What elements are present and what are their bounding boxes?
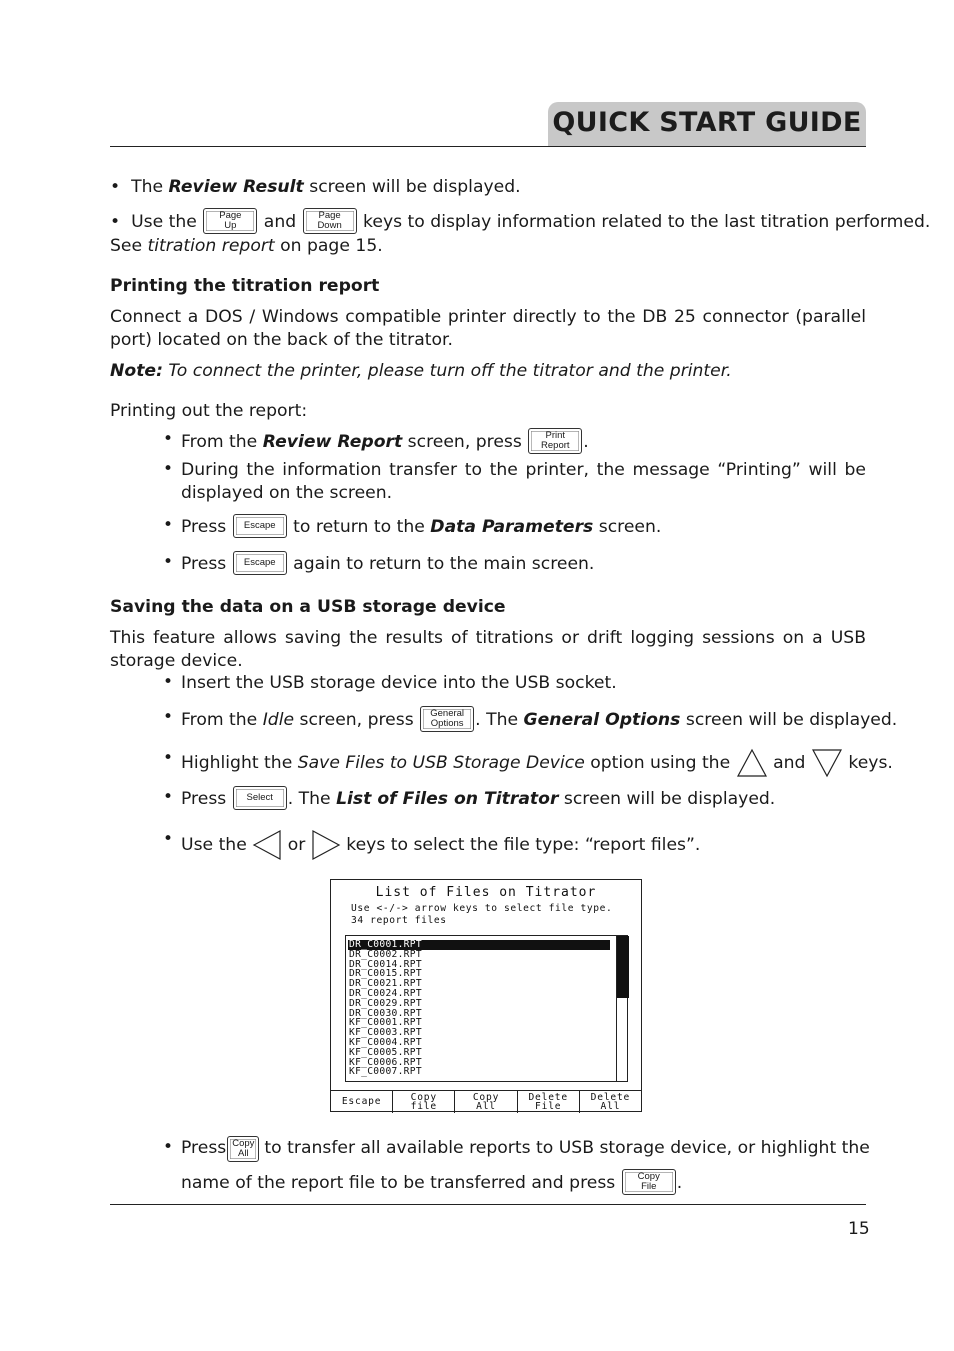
file-list-item[interactable]: DR_C0021.RPT — [349, 978, 422, 990]
bullet: • — [163, 429, 174, 449]
softkey-copy-all[interactable] — [454, 1091, 516, 1113]
saving-step-6-line2: name of the report file to be transferred and press Copy File . — [181, 1171, 683, 1193]
screen-title: List of Files on Titrator — [375, 885, 597, 900]
file-list-item[interactable]: DR_C0015.RPT — [349, 968, 422, 980]
file-list-item[interactable]: DR_C0002.RPT — [349, 948, 422, 960]
page-up-key[interactable]: Page Up — [203, 208, 257, 234]
bullet: • — [163, 707, 174, 727]
printing-heading: Printing the titration report — [110, 276, 380, 296]
page-down-key[interactable]: Page Down — [303, 208, 357, 234]
titrator-screen — [330, 879, 642, 1112]
bullet: • — [163, 459, 174, 479]
printing-step-2: During the information transfer to the printer, the message “Printing” will be displayed on the screen. — [181, 460, 866, 503]
saving-step-6 — [181, 1137, 870, 1163]
escape-key[interactable]: Escape — [233, 514, 287, 538]
softkey-copy-file[interactable] — [392, 1091, 454, 1113]
printing-step-4: Press Escape again to return to the main screen. — [181, 552, 594, 576]
softkey-label: file — [410, 1101, 437, 1112]
select-key[interactable]: Select — [233, 786, 287, 810]
step-6-text: to transfer all available reports to USB storage device, or highlight the — [264, 1138, 870, 1158]
printing-step-1: From the Review Report screen, press Print Report . — [181, 430, 589, 452]
footer-rule — [110, 1204, 866, 1205]
file-list-scrollbar[interactable] — [616, 936, 629, 1081]
screen-file-count: 34 report files — [351, 915, 447, 926]
intro-bullet-2: • Use the Page Up and Page Down keys to display information related to the last titration performed. — [110, 210, 931, 232]
bullet: • — [163, 829, 174, 849]
header-rule — [110, 146, 866, 147]
softkey-escape[interactable] — [331, 1091, 392, 1113]
right-arrow-key-icon[interactable] — [311, 829, 341, 861]
file-list-item[interactable]: DR_C0001.RPT — [348, 940, 610, 950]
printing-paragraph: Connect a DOS / Windows compatible printer directly to the DB 25 connector (parallel port) located on the back of the titrator. — [110, 307, 866, 350]
file-list-item[interactable]: KF_C0006.RPT — [349, 1056, 422, 1068]
copy-file-key[interactable]: Copy File — [622, 1169, 676, 1195]
file-list-item[interactable]: KF_C0004.RPT — [349, 1036, 422, 1048]
printing-step-3: Press Escape to return to the Data Parameters screen. — [181, 515, 661, 539]
file-list-item[interactable]: DR_C0024.RPT — [349, 987, 422, 999]
softkey-label: All — [476, 1101, 496, 1112]
saving-step-5: Use the or keys to select the file type: “report files”. — [181, 829, 700, 861]
softkey-label: Copy — [472, 1091, 500, 1103]
softkey-delete-file[interactable] — [517, 1091, 579, 1113]
bullet: • — [163, 748, 174, 768]
intro-bullet-1: • The Review Result screen will be displayed. — [110, 177, 521, 197]
bullet: • — [163, 1137, 174, 1157]
bullet: • — [163, 672, 174, 692]
file-list-item[interactable]: DR_C0014.RPT — [349, 958, 422, 970]
printing-note: Note: To connect the printer, please turn off the titrator and the printer. — [110, 361, 732, 381]
file-list — [345, 935, 628, 1082]
file-list-rows — [348, 940, 610, 1077]
saving-paragraph: This feature allows saving the results of titrations or drift logging sessions on a USB storage device. — [110, 628, 866, 671]
step-6-press: Press — [181, 1138, 227, 1158]
saving-step-2: From the Idle screen, press General Options . The General Options screen will be displayed. — [181, 708, 898, 730]
down-arrow-key-icon[interactable] — [811, 748, 843, 778]
file-list-item[interactable]: KF_C0007.RPT — [349, 1066, 422, 1078]
copy-all-key[interactable]: Copy All — [227, 1136, 259, 1162]
softkey-label: Delete — [590, 1091, 631, 1103]
file-list-item[interactable]: KF_C0003.RPT — [349, 1027, 422, 1039]
left-arrow-key-icon[interactable] — [252, 829, 282, 861]
header-badge — [548, 102, 866, 146]
printing-out-label: Printing out the report: — [110, 401, 308, 421]
softkey-label: File — [535, 1101, 562, 1112]
file-list-item[interactable]: DR_C0030.RPT — [349, 1007, 422, 1019]
file-list-item[interactable]: KF_C0001.RPT — [349, 1017, 422, 1029]
softkey-label: Delete — [528, 1091, 568, 1103]
file-list-item[interactable]: KF_C0005.RPT — [349, 1046, 422, 1058]
print-report-key[interactable]: Print Report — [528, 428, 582, 454]
softkey-label: Copy — [410, 1091, 437, 1103]
saving-heading: Saving the data on a USB storage device — [110, 597, 506, 617]
file-list-item[interactable]: DR_C0029.RPT — [349, 997, 422, 1009]
page-header-title: QUICK START GUIDE — [552, 107, 862, 138]
up-arrow-key-icon[interactable] — [736, 748, 768, 778]
general-options-key[interactable]: General Options — [420, 706, 474, 732]
softkey-delete-all[interactable] — [579, 1091, 641, 1113]
scrollbar-thumb[interactable] — [617, 936, 629, 998]
bullet: • — [163, 515, 174, 535]
screen-hint: Use <-/-> arrow keys to select file type. — [351, 903, 613, 914]
saving-step-3: Highlight the Save Files to USB Storage Device option using the and keys. — [181, 748, 893, 778]
saving-step-4: Press Select . The List of Files on Titrator screen will be displayed. — [181, 787, 775, 811]
bullet: • — [163, 787, 174, 807]
softkey-label: Escape — [341, 1096, 382, 1108]
saving-step-1: Insert the USB storage device into the USB socket. — [181, 673, 617, 693]
intro-see-line: See titration report on page 15. — [110, 236, 383, 256]
softkey-label: All — [600, 1101, 621, 1112]
bullet: • — [163, 552, 174, 572]
page-number: 15 — [848, 1219, 870, 1239]
escape-key[interactable]: Escape — [233, 551, 287, 575]
softkey-bar — [331, 1090, 641, 1113]
